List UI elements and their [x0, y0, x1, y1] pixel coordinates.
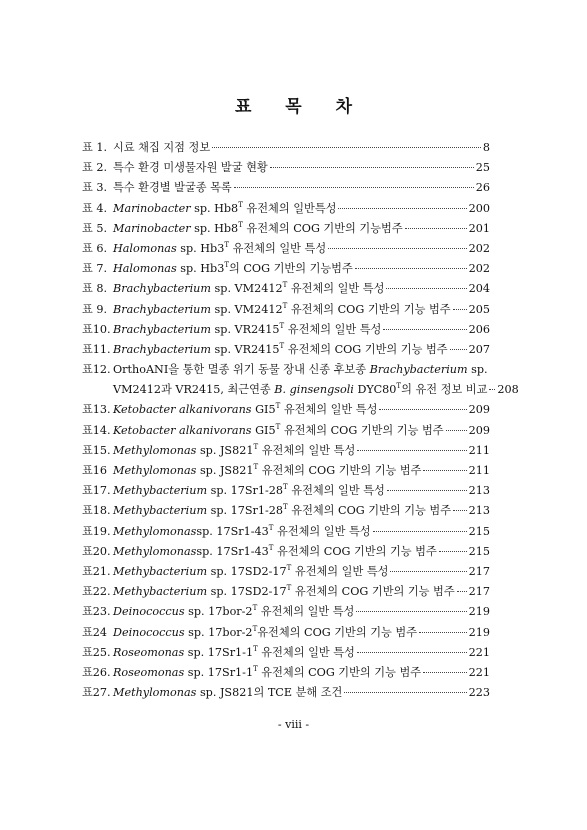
strain-name: sp. Hb8 — [194, 221, 239, 235]
strain-name: sp. 17SD2-17 — [210, 564, 287, 578]
toc-entry-label: 표11. — [82, 342, 111, 356]
toc-entry-label: 표23. — [82, 605, 111, 619]
dot-leader — [439, 551, 467, 552]
species-name: Brachybacterium — [113, 302, 211, 316]
type-strain-mark: T — [238, 200, 243, 209]
toc-entry-label: 표 9. — [82, 302, 108, 316]
dot-leader — [379, 409, 466, 410]
toc-entry-title — [113, 624, 417, 640]
toc-entry-title: 특수 환경별 발굴종 목록 — [113, 181, 232, 195]
strain-name: sp. 17Sr1-1 — [187, 665, 254, 679]
toc-entry[interactable] — [82, 624, 490, 644]
toc-entry-label: 표 4. — [82, 201, 108, 215]
toc-entry[interactable] — [82, 644, 490, 664]
strain-name: sp. VR2415 — [214, 342, 280, 356]
toc-entry[interactable] — [82, 442, 490, 462]
entry-description: 유전체의 일반 특성 — [283, 403, 378, 417]
species-name: Methylomonas — [113, 524, 197, 538]
toc-entry[interactable] — [82, 462, 490, 482]
dot-leader — [387, 490, 467, 491]
type-strain-mark: T — [253, 664, 258, 673]
entry-description: VM2412과 VR2415, 최근연종 — [113, 383, 275, 397]
strain-name: GI5 — [255, 403, 276, 417]
dot-leader — [453, 309, 467, 310]
type-strain-mark: T — [283, 503, 288, 512]
toc-entry-page: 207 — [468, 342, 490, 356]
toc-entry-label: 표 1. — [82, 141, 108, 154]
dot-leader — [405, 228, 467, 229]
entry-description: 유전체의 일반특성 — [246, 201, 337, 215]
toc-entry-title — [113, 240, 326, 256]
entry-description: 유전체의 COG 기반의 기능 범주 — [257, 625, 418, 639]
toc-entry-title — [113, 422, 444, 438]
toc-entry[interactable] — [82, 563, 490, 583]
entry-description: 유전체의 일반 특성 — [277, 524, 371, 538]
toc-entry-title — [113, 200, 336, 216]
toc-entry-title: 시료 채집 지점 정보 — [113, 141, 211, 154]
type-strain-mark: T — [396, 382, 402, 391]
toc-entry-title — [113, 583, 455, 599]
page-number-footer: - viii - — [277, 718, 310, 731]
toc-entry-page: 205 — [468, 302, 490, 316]
strain-name: sp. 17Sr1-43 — [196, 544, 269, 558]
strain-name: GI5 — [255, 423, 276, 437]
toc-entry-page: 221 — [468, 645, 490, 659]
table-of-contents — [82, 139, 519, 704]
dot-leader — [457, 591, 467, 592]
species-name: Brachybacterium — [113, 282, 211, 296]
toc-entry-title — [113, 482, 385, 498]
strain-name: sp. 17Sr1-28 — [210, 504, 284, 518]
toc-entry-title — [113, 401, 377, 417]
species-name: Methybacterium — [113, 564, 208, 578]
species-name: Ketobacter alkanivorans — [113, 423, 252, 437]
strain-name: sp. VM2412 — [214, 282, 283, 296]
strain-name: sp. Hb3 — [180, 262, 225, 276]
toc-entry-label: 표24 — [82, 625, 108, 639]
species-name: Deinococcus — [113, 605, 185, 619]
type-strain-mark: T — [282, 301, 288, 310]
strain-name: DYC80 — [353, 383, 397, 397]
toc-entry-page: 215 — [468, 524, 490, 538]
toc-entry-title — [113, 664, 421, 680]
toc-entry[interactable] — [82, 220, 490, 240]
toc-entry-page: 211 — [468, 443, 490, 457]
toc-entry[interactable] — [82, 361, 519, 401]
toc-entry-title-continued — [113, 381, 487, 397]
dot-leader — [270, 167, 474, 168]
toc-entry-page: 201 — [468, 221, 490, 235]
toc-entry-title — [113, 260, 353, 276]
toc-entry-page: 215 — [468, 544, 490, 558]
strain-name: sp. 17Sr1-1 — [187, 645, 254, 659]
dot-leader — [383, 329, 466, 330]
toc-entry-page: 204 — [468, 282, 490, 296]
toc-entry-page: 25 — [475, 161, 490, 175]
toc-entry-page: 223 — [468, 686, 490, 700]
toc-entry[interactable] — [82, 321, 490, 341]
toc-entry-label: 표25. — [82, 645, 111, 659]
toc-entry-title — [113, 442, 355, 458]
entry-description: 유전체의 COG 기반의 기능 범주 — [291, 504, 452, 518]
toc-entry-title — [113, 462, 421, 478]
toc-entry-title — [113, 361, 488, 377]
dot-leader — [234, 187, 474, 188]
toc-entry-page: 219 — [468, 605, 490, 619]
type-strain-mark: T — [275, 402, 281, 411]
species-name: Brachybacterium — [113, 322, 211, 336]
toc-entry[interactable] — [82, 684, 490, 704]
toc-entry[interactable] — [82, 401, 490, 421]
type-strain-mark: T — [279, 321, 285, 330]
species-name: Marinobacter — [113, 221, 191, 235]
strain-name: sp. VR2415 — [214, 322, 280, 336]
type-strain-mark: T — [253, 442, 259, 451]
toc-entry[interactable] — [82, 583, 490, 603]
entry-description: 유전체의 COG 기반의 기능 범주 — [261, 464, 422, 477]
toc-entry-label: 표 3. — [82, 181, 108, 195]
species-name: Methybacterium — [113, 484, 208, 498]
entry-description: 유전체의 일반 특성 — [261, 443, 356, 457]
strain-name: sp. Hb8 — [194, 201, 239, 215]
entry-description: 유전체의 COG 기반의 기능 범주 — [290, 302, 451, 316]
toc-entry-label: 표26. — [82, 665, 111, 679]
toc-entry-page: 213 — [468, 484, 490, 498]
toc-entry-label: 표 6. — [82, 241, 108, 255]
dot-leader — [356, 611, 466, 612]
page-title: 표 목 차 — [234, 97, 367, 117]
strain-name: sp. JS821 — [199, 464, 254, 477]
strain-name: sp. JS821 — [199, 686, 254, 700]
species-name: B. ginsengsoli — [274, 383, 354, 397]
toc-entry[interactable] — [82, 301, 490, 321]
dot-leader — [344, 692, 466, 693]
dot-leader — [423, 470, 466, 471]
entry-description: 의 COG 기반의 기능범주 — [229, 262, 353, 276]
toc-entry[interactable] — [82, 523, 490, 543]
toc-entry[interactable] — [82, 543, 490, 563]
dot-leader — [386, 288, 466, 289]
type-strain-mark: T — [252, 604, 258, 613]
dot-leader — [446, 430, 467, 431]
type-strain-mark: T — [286, 584, 292, 593]
toc-entry-page: 209 — [468, 423, 490, 437]
entry-description: 유전체의 일반 특성 — [261, 645, 355, 659]
entry-description: 유전체의 일반 특성 — [291, 484, 385, 498]
type-strain-mark: T — [252, 624, 258, 633]
species-name: Halomonas — [113, 241, 177, 255]
toc-entry-page: 26 — [475, 181, 490, 195]
entry-description: 유전체의 COG 기반의 기능 범주 — [283, 423, 444, 437]
species-name: Ketobacter alkanivorans — [113, 403, 252, 417]
toc-entry-title — [113, 502, 451, 518]
toc-entry-page: 200 — [468, 201, 490, 215]
strain-name: sp. JS821 — [199, 443, 254, 457]
entry-description: 유전체의 일반 특성 — [232, 241, 327, 255]
toc-entry-label: 표 2. — [82, 161, 108, 175]
entry-description: 유전체의 일반 특성 — [294, 564, 389, 578]
toc-entry-page: 208 — [497, 383, 519, 397]
strain-name: sp. Hb3 — [180, 241, 225, 255]
type-strain-mark: T — [279, 341, 285, 350]
dot-leader — [338, 208, 466, 209]
toc-entry[interactable] — [82, 260, 490, 280]
entry-description: 유전체의 COG 기반의 기능 범주 — [287, 342, 448, 356]
entry-description: 유전체의 COG 기반의 기능 범주 — [277, 544, 437, 558]
entry-description: OrthoANI을 통한 멸종 위기 동물 장내 신종 후보종 — [113, 363, 370, 377]
toc-entry-label: 표21. — [82, 564, 111, 578]
dot-leader — [453, 510, 467, 511]
species-name: Halomonas — [113, 262, 177, 276]
toc-entry-page: 217 — [468, 585, 490, 599]
dot-leader — [419, 632, 467, 633]
toc-entry-label: 표 7. — [82, 262, 108, 276]
strain-name: sp. 17bor-2 — [188, 625, 253, 639]
type-strain-mark: T — [238, 220, 243, 229]
type-strain-mark: T — [286, 563, 292, 572]
toc-entry[interactable] — [82, 482, 490, 502]
toc-entry-title — [113, 563, 388, 579]
toc-entry[interactable] — [82, 200, 490, 220]
toc-entry-label: 표10. — [82, 322, 111, 336]
toc-entry-page: 217 — [468, 564, 490, 578]
toc-entry-label: 표27. — [82, 686, 111, 700]
type-strain-mark: T — [268, 543, 274, 552]
type-strain-mark: T — [268, 523, 274, 532]
species-name: Brachybacterium — [113, 342, 211, 356]
species-name: Methybacterium — [113, 585, 208, 599]
toc-entry-label: 표19. — [82, 524, 111, 538]
species-name: Brachybacterium — [369, 363, 468, 377]
species-name: Methylomonas — [113, 686, 197, 700]
toc-entry-page: 219 — [468, 625, 490, 639]
toc-entry[interactable] — [82, 179, 490, 199]
strain-name: sp. VM2412 — [214, 302, 283, 316]
type-strain-mark: T — [275, 422, 281, 431]
toc-entry-title — [113, 603, 354, 619]
toc-entry-title: 특수 환경 미생물자원 발굴 현황 — [113, 161, 268, 175]
entry-description: 의 유전 정보 비교 — [401, 383, 488, 397]
toc-entry-label: 표16 — [82, 464, 108, 477]
toc-entry-label: 표15. — [82, 443, 111, 457]
toc-entry[interactable] — [82, 603, 490, 623]
entry-description: 유전체의 COG 기반의 기능범주 — [246, 221, 403, 235]
strain-name: sp. 17SD2-17 — [210, 585, 287, 599]
toc-entry-page: 211 — [468, 464, 490, 477]
entry-description: 유전체의 COG 기반의 기능 범주 — [261, 665, 422, 679]
entry-description: 유전체의 일반 특성 — [290, 282, 385, 296]
toc-entry-title — [113, 341, 448, 357]
species-name: Methybacterium — [113, 504, 208, 518]
toc-entry-page: 202 — [468, 241, 490, 255]
dot-leader — [212, 147, 481, 148]
toc-entry-title — [113, 523, 371, 539]
toc-entry-label: 표 8. — [82, 282, 108, 296]
toc-entry-label: 표17. — [82, 484, 111, 498]
toc-entry-label: 표 5. — [82, 221, 108, 235]
type-strain-mark: T — [282, 281, 288, 290]
strain-name: sp. 17bor-2 — [188, 605, 253, 619]
species-name: Methylomonas — [113, 443, 197, 457]
type-strain-mark: T — [283, 483, 288, 492]
toc-entry-label: 표14. — [82, 423, 111, 437]
dot-leader — [450, 349, 467, 350]
strain-name: sp. — [467, 363, 488, 377]
species-name: Marinobacter — [113, 201, 191, 215]
type-strain-mark: T — [224, 261, 229, 270]
dot-leader — [357, 450, 466, 451]
dot-leader — [373, 531, 467, 532]
toc-entry-title — [113, 280, 384, 296]
type-strain-mark: T — [253, 644, 258, 653]
toc-entry-title — [113, 684, 342, 700]
type-strain-mark: T — [224, 240, 229, 249]
type-strain-mark: T — [253, 463, 259, 471]
toc-entry[interactable] — [82, 502, 490, 522]
toc-entry-label: 표12. — [82, 363, 111, 377]
dot-leader — [390, 571, 466, 572]
toc-entry-label: 표20. — [82, 544, 111, 558]
toc-entry[interactable] — [82, 280, 490, 300]
toc-entry[interactable] — [82, 159, 490, 179]
toc-entry[interactable] — [82, 341, 490, 361]
entry-description: 유전체의 COG 기반의 기능 범주 — [294, 585, 455, 599]
toc-entry-label: 표18. — [82, 504, 111, 518]
dot-leader — [423, 672, 467, 673]
toc-entry-label: 표22. — [82, 585, 111, 599]
toc-entry-title — [113, 220, 403, 236]
dot-leader — [355, 268, 467, 269]
toc-entry-page: 221 — [468, 665, 490, 679]
dot-leader — [357, 652, 467, 653]
toc-entry-page: 209 — [468, 403, 490, 417]
toc-entry[interactable] — [82, 664, 490, 684]
species-name: Methylomonas — [113, 464, 197, 477]
toc-entry-page: 8 — [482, 141, 490, 154]
toc-entry-page: 213 — [468, 504, 490, 518]
dot-leader — [489, 389, 495, 390]
toc-entry[interactable] — [82, 240, 490, 260]
species-name: Roseomonas — [113, 645, 185, 659]
entry-description: 의 TCE 분해 조건 — [253, 686, 343, 700]
species-name: Roseomonas — [113, 665, 185, 679]
toc-entry[interactable] — [82, 139, 490, 159]
strain-name: sp. 17Sr1-28 — [210, 484, 284, 498]
species-name: Methylomonas — [113, 544, 197, 558]
toc-entry-title — [113, 644, 355, 660]
dot-leader — [328, 248, 467, 249]
toc-entry[interactable] — [82, 422, 490, 442]
strain-name: sp. 17Sr1-43 — [196, 524, 269, 538]
entry-description: 유전체의 일반 특성 — [260, 605, 355, 619]
toc-entry-page: 206 — [468, 322, 490, 336]
entry-description: 유전체의 일반 특성 — [287, 322, 382, 336]
toc-entry-title — [113, 543, 437, 559]
toc-entry-title — [113, 321, 381, 337]
species-name: Deinococcus — [113, 625, 185, 639]
toc-entry-title — [113, 301, 451, 317]
toc-entry-label: 표13. — [82, 403, 111, 417]
toc-entry-page: 202 — [468, 262, 490, 276]
